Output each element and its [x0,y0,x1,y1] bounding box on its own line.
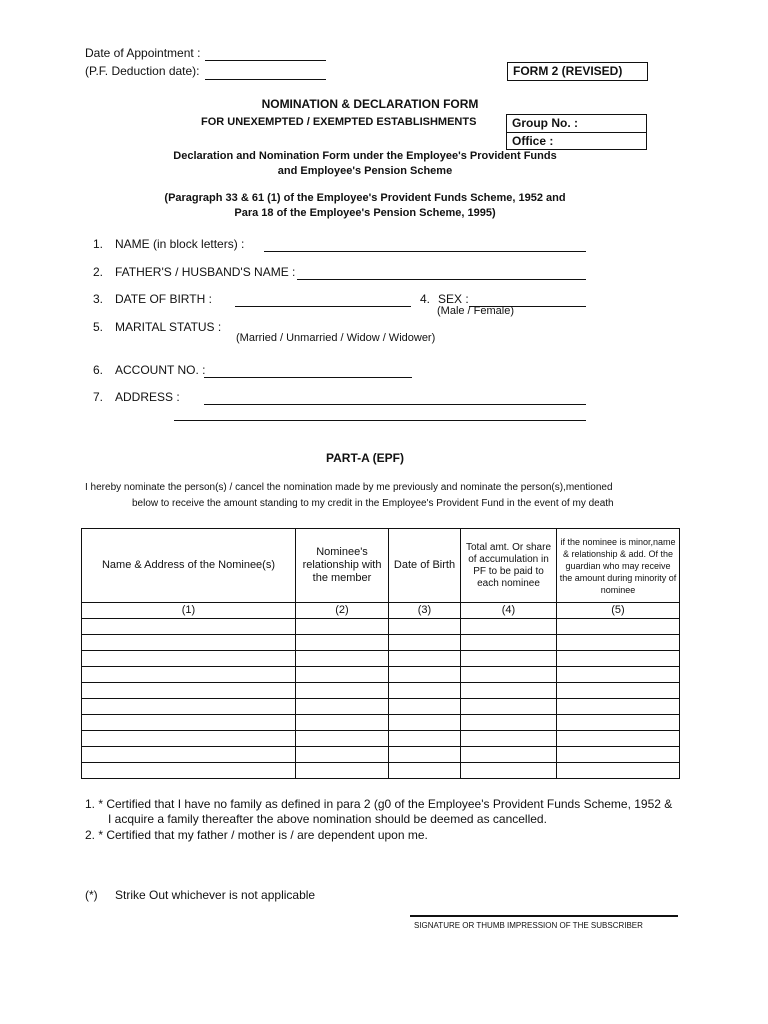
cell[interactable] [82,635,296,651]
table-row[interactable] [82,667,680,683]
cell[interactable] [296,715,389,731]
cell[interactable] [557,747,680,763]
header-relationship: Nominee's relationship with the member [296,529,389,603]
cell[interactable] [82,715,296,731]
appointment-date-field[interactable] [205,60,326,61]
field-5-num: 5. [93,320,104,334]
cell[interactable] [461,667,557,683]
certification-2: 2. * Certified that my father / mother is / are dependent upon me. [85,828,428,842]
declaration-line-1: Declaration and Nomination Form under the Employee's Provident Funds [173,150,557,162]
cell[interactable] [557,699,680,715]
cell[interactable] [389,747,461,763]
column-number-row [82,603,680,619]
marital-status-label: MARITAL STATUS : [115,320,222,334]
pf-deduction-label: (P.F. Deduction date): [85,64,200,78]
column-number: (2) [296,603,389,619]
form-badge: FORM 2 (REVISED) [507,62,648,81]
dob-field[interactable] [235,306,411,307]
cell[interactable] [82,731,296,747]
table-row[interactable] [82,699,680,715]
cell[interactable] [557,635,680,651]
address-label: ADDRESS : [115,390,180,404]
header-dob: Date of Birth [389,529,461,603]
certification-1-line-1: 1. * Certified that I have no family as defined in para 2 (g0 of the Employee's Provident Funds Scheme, 1952 & [85,797,673,811]
paragraph-line-1: (Paragraph 33 & 61 (1) of the Employee's Provident Funds Scheme, 1952 and [164,192,566,204]
cell[interactable] [82,651,296,667]
footnote-text: Strike Out whichever is not applicable [115,888,316,902]
part-a-intro-line-1: I hereby nominate the person(s) / cancel the nomination made by me previously and nominate the person(s),mentioned [85,482,613,493]
cell[interactable] [461,763,557,779]
cell[interactable] [296,731,389,747]
father-name-field[interactable] [297,279,586,280]
cell[interactable] [389,667,461,683]
cell[interactable] [557,651,680,667]
account-no-label: ACCOUNT NO. : [115,363,206,377]
appointment-label: Date of Appointment : [85,46,201,60]
cell[interactable] [557,667,680,683]
cell[interactable] [461,699,557,715]
pf-deduction-date-field[interactable] [205,79,326,80]
sex-label: SEX : [438,292,469,306]
table-row[interactable] [82,763,680,779]
field-2-num: 2. [93,265,104,279]
cell[interactable] [296,763,389,779]
cell[interactable] [296,651,389,667]
cell[interactable] [296,699,389,715]
cell[interactable] [557,763,680,779]
part-a-title: PART-A (EPF) [326,451,404,465]
cell[interactable] [82,747,296,763]
form-subtitle: FOR UNEXEMPTED / EXEMPTED ESTABLISHMENTS [201,116,477,128]
dob-label: DATE OF BIRTH : [115,292,212,306]
cell[interactable] [461,747,557,763]
account-no-field[interactable] [204,377,412,378]
cell[interactable] [461,651,557,667]
cell[interactable] [557,619,680,635]
column-number: (3) [389,603,461,619]
header-name-address: Name & Address of the Nominee(s) [82,529,296,603]
form-title: NOMINATION & DECLARATION FORM [261,97,479,111]
cell[interactable] [461,731,557,747]
cell[interactable] [389,635,461,651]
signature-line[interactable] [410,915,678,917]
cell[interactable] [557,715,680,731]
cell[interactable] [461,683,557,699]
table-row[interactable] [82,651,680,667]
cell[interactable] [296,683,389,699]
header-guardian: if the nominee is minor,name & relationship & add. Of the guardian who may receive the amount during minority of nominee [557,529,680,603]
cell[interactable] [296,635,389,651]
cell[interactable] [389,699,461,715]
field-1-num: 1. [93,237,104,251]
address-field-line-1[interactable] [204,404,586,405]
cell[interactable] [557,731,680,747]
cell[interactable] [296,747,389,763]
column-number: (5) [557,603,680,619]
cell[interactable] [296,619,389,635]
nominee-table [81,528,680,779]
cell[interactable] [389,651,461,667]
cell[interactable] [82,667,296,683]
column-number: (1) [82,603,296,619]
address-field-line-2[interactable] [174,420,586,421]
name-label: NAME (in block letters) : [115,237,245,251]
part-a-intro-line-2: below to receive the amount standing to my credit in the Employee's Provident Fund in the event of my death [132,498,614,509]
paragraph-line-2: Para 18 of the Employee's Pension Scheme, 1995) [234,207,496,219]
cell[interactable] [389,731,461,747]
sex-hint: (Male / Female) [437,305,515,317]
table-row[interactable] [82,747,680,763]
cell[interactable] [389,763,461,779]
cell[interactable] [296,667,389,683]
table-row[interactable] [82,635,680,651]
field-6-num: 6. [93,363,104,377]
field-3-num: 3. [93,292,104,306]
column-number: (4) [461,603,557,619]
certification-1-line-2: I acquire a family thereafter the above nomination should be deemed as cancelled. [108,812,547,826]
cell[interactable] [557,683,680,699]
group-no-box[interactable]: Group No. : [506,114,647,133]
cell[interactable] [82,763,296,779]
cell[interactable] [82,619,296,635]
cell[interactable] [461,715,557,731]
footnote-mark: (*) [85,888,98,902]
declaration-line-2: and Employee's Pension Scheme [277,165,453,177]
field-7-num: 7. [93,390,104,404]
cell[interactable] [389,715,461,731]
office-box[interactable]: Office : [506,132,647,150]
table-header-row [82,529,680,603]
table-row[interactable] [82,619,680,635]
cell[interactable] [461,619,557,635]
marital-status-hint: (Married / Unmarried / Widow / Widower) [236,332,436,344]
cell[interactable] [461,635,557,651]
cell[interactable] [389,619,461,635]
field-4-num: 4. [420,292,431,306]
father-name-label: FATHER'S / HUSBAND'S NAME : [115,265,296,279]
name-field[interactable] [264,251,586,252]
signature-label: SIGNATURE OR THUMB IMPRESSION OF THE SUBSCRIBER [414,921,643,930]
cell[interactable] [389,683,461,699]
table-row[interactable] [82,731,680,747]
cell[interactable] [82,699,296,715]
cell[interactable] [82,683,296,699]
table-row[interactable] [82,715,680,731]
table-row[interactable] [82,683,680,699]
header-share-amount: Total amt. Or share of accumulation in PF to be paid to each nominee [461,529,557,603]
